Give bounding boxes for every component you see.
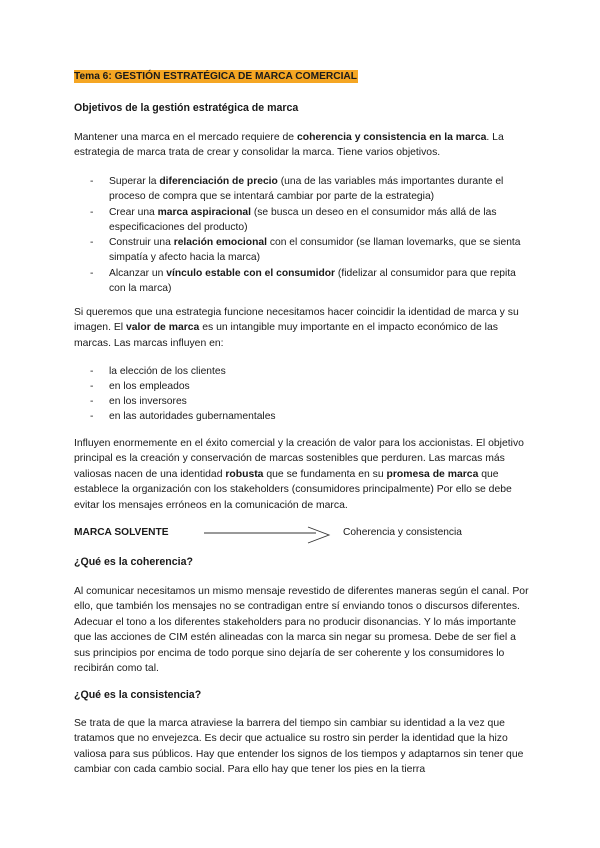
list-item: - en las autoridades gubernamentales bbox=[90, 411, 276, 422]
consistency-paragraph: Se trata de que la marca atraviese la barrera del tiempo sin cambiar su identidad a la vez que tratamos que no envejezca. Es decir que actualice su rostro sin perder la identidad que la hizo valiosa para sus públicos. Hay que entender los signos de los tiempos y adaptarnos sin tener que cambiar con cada cambio social. Para ello hay que tener los pies en la tierra bbox=[74, 718, 524, 776]
coherence-heading: ¿Qué es la coherencia? bbox=[74, 556, 193, 568]
objectives-list bbox=[74, 174, 534, 296]
consistency-heading: ¿Qué es la consistencia? bbox=[74, 689, 202, 701]
coherence-paragraph: Al comunicar necesitamos un mismo mensaje revestido de diferentes maneras según el canal. Por ello, que también los mensajes no se contradigan entre sí enviando tonos o discursos diferentes. Adecuar el tono a los diferentes stakeholders para no producir disonancias. Y lo más importante que las acciones de CIM estén alineadas con la marca sin negar su promesa. Debe de ser fiel a sus principios por encima de todo porque sino dejaría de ser coherente y los consumidores lo recibirán como tal. bbox=[74, 586, 529, 675]
marca-solvente-row bbox=[74, 527, 534, 543]
intro-paragraph: Mantener una marca en el mercado requiere de coherencia y consistencia en la marca. La estrategia de marca trata de crear y consolidar la marca. Tiene varios objetivos. bbox=[74, 132, 504, 159]
success-paragraph: Influyen enormemente en el éxito comercial y la creación de valor para los accionistas. El objetivo principal es la creación y conservación de marcas sostenibles que perduren. Las marcas más valiosas nacen de una identidad robusta que se fundamenta en su promesa de marca que establece la organización con los stakeholders (consumidores principalmente) Por ello se debe evitar los mensajes erróneos en la comunicación de marca. bbox=[74, 438, 524, 511]
list-item: - Crear una marca aspiracional (se busca un deseo en el consumidor más allá de las especificaciones del producto) bbox=[90, 206, 497, 233]
marca-solvente-label: MARCA SOLVENTE bbox=[74, 527, 169, 538]
influences-list bbox=[74, 364, 534, 424]
list-item: - Alcanzar un vínculo estable con el consumidor (fidelizar al consumidor para que repita con la marca) bbox=[90, 267, 516, 295]
section-subtitle: Objetivos de la gestión estratégica de marca bbox=[74, 102, 299, 114]
list-item: - en los empleados bbox=[90, 381, 190, 392]
list-item: - Superar la diferenciación de precio (una de las variables más importantes durante el proceso de compra que se intentará cambiar por parte de la estrategia) bbox=[90, 176, 504, 203]
coherencia-consistencia-label: Coherencia y consistencia bbox=[343, 527, 462, 538]
list-item: - Construir una relación emocional con el consumidor (se llaman lovemarks, que se sienta simpatía y afecto hacia la marca) bbox=[90, 237, 521, 264]
list-item: - en los inversores bbox=[90, 396, 187, 407]
arrow-right-icon bbox=[204, 523, 334, 547]
list-item: - la elección de los clientes bbox=[90, 366, 226, 377]
title-highlight: Tema 6: GESTIÓN ESTRATÉGICA DE MARCA COMERCIAL bbox=[74, 71, 357, 82]
brand-value-paragraph: Si queremos que una estrategia funcione necesitamos hacer coincidir la identidad de marca y su imagen. El valor de marca es un intangible muy importante en el impacto económico de las marcas. Las marcas influyen en: bbox=[74, 307, 519, 349]
document-title bbox=[74, 71, 358, 82]
